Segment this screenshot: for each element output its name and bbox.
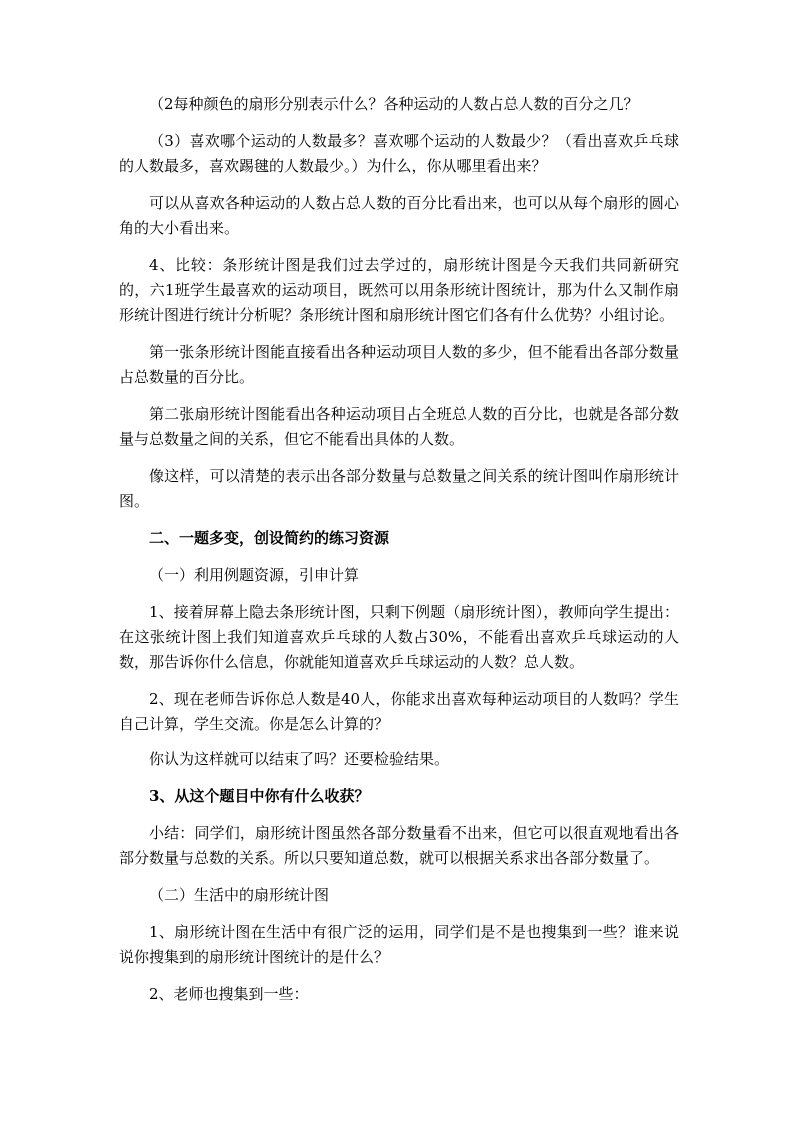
definition-paragraph: 像这样，可以清楚的表示出各部分数量与总数量之间关系的统计图叫作扇形统计图。: [119, 467, 679, 510]
pie-chart-note-paragraph: 第二张扇形统计图能看出各种运动项目占全班总人数的百分比，也就是各部分数量与总数量之间的关系，但它不能看出具体的人数。: [119, 405, 679, 448]
exercise-3-heading: 3、从这个题目中你有什么收获？: [149, 787, 370, 805]
verify-paragraph: 你认为这样就可以结束了吗？还要检验结果。: [149, 750, 450, 768]
summary-paragraph: 小结：同学们，扇形统计图虽然各部分数量看不出来，但它可以很直观地看出各部分数量与总数的关系。所以只要知道总数，就可以根据关系求出各部分数量了。: [119, 824, 679, 867]
exercise-2-paragraph: 2、现在老师告诉你总人数是40人，你能求出喜欢每种运动项目的人数吗？学生自己计算，学生交流。你是怎么计算的？: [119, 690, 679, 733]
subsection-heading-1: （一）利用例题资源，引申计算: [149, 566, 360, 584]
life-example-1-paragraph: 1、扇形统计图在生活中有很广泛的运用，同学们是不是也搜集到一些？谁来说说你搜集到的扇形统计图统计的是什么？: [119, 923, 679, 966]
exercise-1-paragraph: 1、接着屏幕上隐去条形统计图，只剩下例题（扇形统计图），教师向学生提出：在这张统计图上我们知道喜欢乒乓球的人数占30%，不能看出喜欢乒乓球运动的人数，那告诉你什么信息，你就能知道喜欢乒乓球运动的人数？总人数。: [119, 603, 679, 671]
answer-paragraph: 可以从喜欢各种运动的人数占总人数的百分比看出来，也可以从每个扇形的圆心角的大小看出来。: [119, 194, 679, 237]
bar-chart-note-paragraph: 第一张条形统计图能直接看出各种运动项目人数的多少，但不能看出各部分数量占总数量的百分比。: [119, 343, 679, 386]
question-2-paragraph: （2每种颜色的扇形分别表示什么？各种运动的人数占总人数的百分之几？: [149, 95, 639, 113]
document-page: [119, 92, 679, 1019]
question-3-paragraph: （3）喜欢哪个运动的人数最多？喜欢哪个运动的人数最少？（看出喜欢乒乓球的人数最多，喜欢踢毽的人数最少。）为什么，你从哪里看出来？: [119, 132, 679, 175]
life-example-2-paragraph: 2、老师也搜集到一些：: [149, 985, 309, 1003]
subsection-heading-2: （二）生活中的扇形统计图: [149, 886, 330, 904]
compare-paragraph: 4、比较：条形统计图是我们过去学过的，扇形统计图是今天我们共同新研究的，六1班学生最喜欢的运动项目，既然可以用条形统计图统计，那为什么又制作扇形统计图进行统计分析呢？条形统计图和扇形统计图它们各有什么优势？小组讨论。: [119, 256, 679, 324]
section-heading: 二、一题多变，创设简约的练习资源: [149, 529, 390, 547]
